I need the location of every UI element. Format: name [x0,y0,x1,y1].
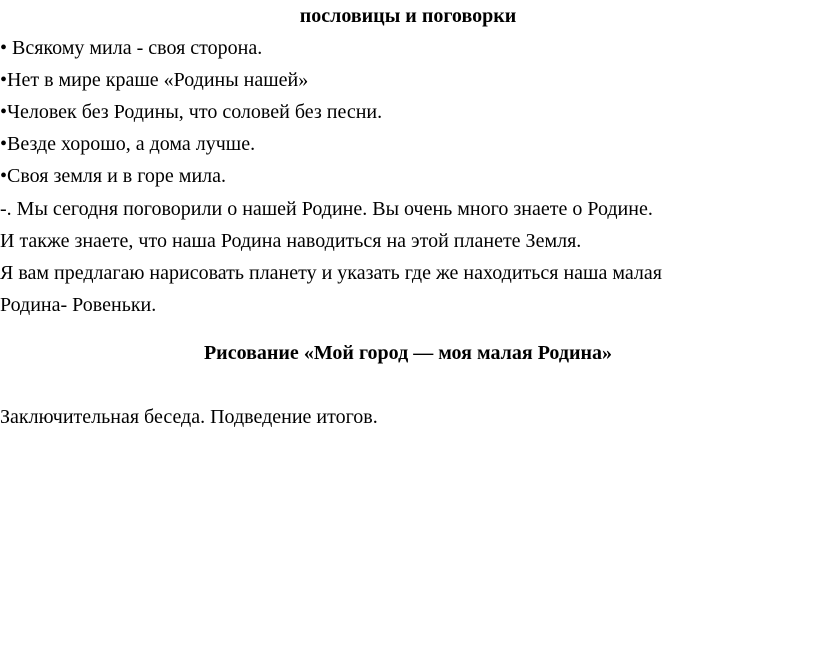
proverb-1: • Всякому мила - своя сторона. [0,37,263,59]
paragraph-line-2: И также знаете, что наша Родина наводиться на этой планете Земля. [0,230,582,252]
section-heading: Рисование «Мой город — моя малая Родина» [203,342,613,364]
proverb-5: •Своя земля и в горе мила. [0,165,227,187]
paragraph-line-4: Родина- Ровеньки. [0,294,157,316]
conclusion-text: Заключительная беседа. Подведение итогов. [0,406,378,428]
paragraph-line-1: -. Мы сегодня поговорили о нашей Родине. Вы очень много знаете о Родине. [0,198,653,220]
proverb-3: •Человек без Родины, что соловей без песни. [0,101,383,123]
paragraph-line-3: Я вам предлагаю нарисовать планету и указать где же находиться наша малая [0,262,662,284]
proverb-2: •Нет в мире краше «Родины нашей» [0,69,309,91]
proverb-4: •Везде хорошо, а дома лучше. [0,133,256,155]
page-title: пословицы и поговорки [299,5,517,27]
